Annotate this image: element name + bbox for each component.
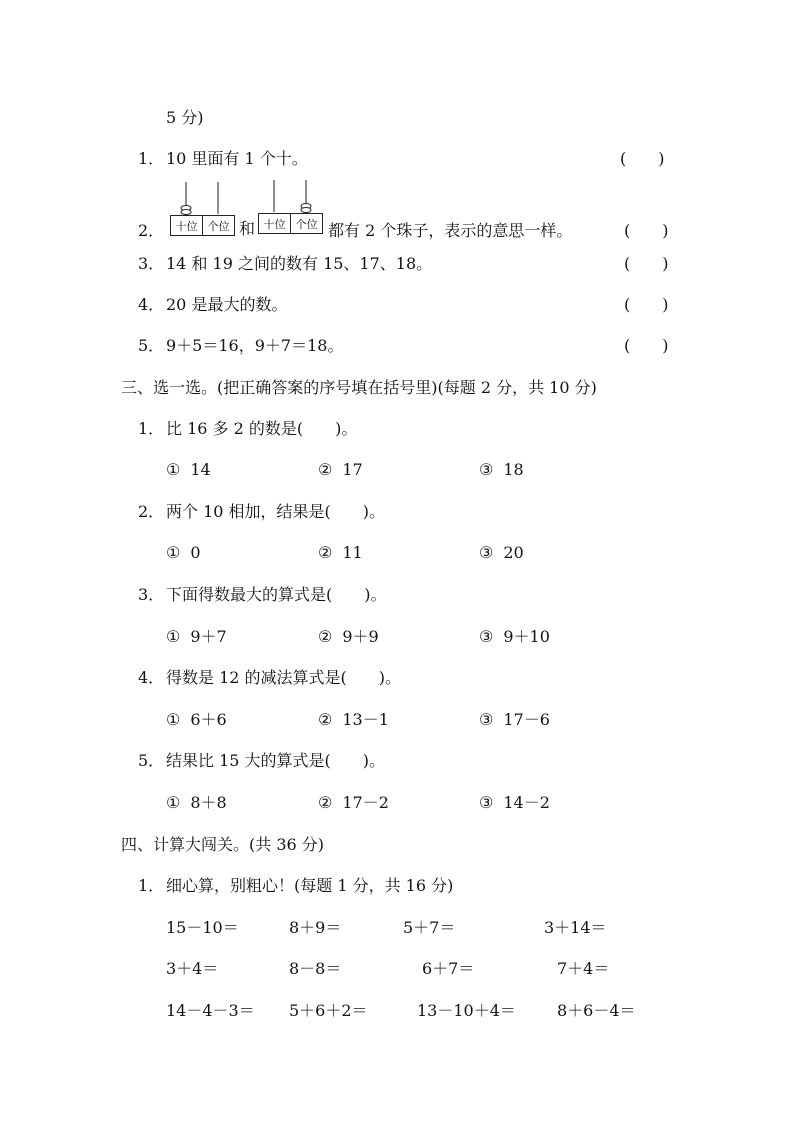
mc-q3-option-1[interactable] — [166, 626, 227, 648]
option-mark: ① — [166, 793, 181, 812]
option-value: 9＋10 — [503, 627, 550, 646]
tf-item-4-answer-paren[interactable]: ( ) — [624, 295, 669, 314]
option-mark: ③ — [479, 793, 494, 812]
calc-problem[interactable]: 3＋14＝ — [544, 918, 607, 937]
option-value: 17－2 — [342, 793, 389, 812]
tf-item-4-text: 20 是最大的数。 — [166, 295, 288, 314]
mc-q1-text: 比 16 多 2 的数是( )。 — [166, 419, 358, 438]
mc-q2-num: 2． — [138, 502, 165, 521]
option-value: 14 — [190, 460, 211, 479]
mc-q5-text: 结果比 15 大的算式是( )。 — [166, 751, 386, 770]
option-mark: ② — [318, 460, 333, 479]
option-value: 11 — [342, 543, 363, 562]
mc-q5-num: 5． — [138, 751, 165, 770]
tf-item-1-text: 10 里面有 1 个十。 — [166, 149, 308, 168]
bead — [301, 208, 311, 213]
option-mark: ② — [318, 710, 333, 729]
mc-q4-option-2[interactable] — [318, 709, 389, 731]
option-mark: ① — [166, 710, 181, 729]
tf-item-2-text: 都有 2 个珠子，表示的意思一样。 — [328, 221, 573, 240]
option-value: 20 — [503, 543, 524, 562]
option-mark: ① — [166, 627, 181, 646]
option-mark: ③ — [479, 460, 494, 479]
calc-problem[interactable]: 14－4－3＝ — [166, 1001, 255, 1020]
mc-q2-text: 两个 10 相加，结果是( )。 — [166, 502, 386, 521]
option-value: 14－2 — [503, 793, 550, 812]
option-value: 9＋7 — [190, 627, 227, 646]
mc-q1-option-2[interactable] — [318, 459, 363, 481]
option-mark: ② — [318, 627, 333, 646]
calc-problem[interactable]: 8＋9＝ — [289, 918, 342, 937]
calc-problem[interactable]: 15－10＝ — [166, 918, 239, 937]
calc-problem[interactable]: 5＋7＝ — [403, 918, 456, 937]
mc-q1-option-3[interactable] — [479, 459, 524, 481]
bead — [181, 210, 191, 215]
option-mark: ③ — [479, 710, 494, 729]
abacus-image-2 — [258, 178, 324, 236]
mc-q2-option-1[interactable] — [166, 542, 201, 564]
option-value: 13－1 — [342, 710, 389, 729]
mc-q2-option-2[interactable] — [318, 542, 363, 564]
option-mark: ③ — [479, 543, 494, 562]
abacus-1-tens-label: 十位 — [175, 220, 198, 233]
abacus-2-ones-label: 个位 — [295, 218, 318, 231]
tf-item-2-answer-paren[interactable]: ( ) — [624, 221, 669, 240]
abacus-2-tens-label: 十位 — [263, 218, 286, 231]
calc-problem[interactable]: 8＋6－4＝ — [557, 1001, 636, 1020]
mc-q2-option-3[interactable] — [479, 542, 524, 564]
option-mark: ② — [318, 793, 333, 812]
tf-item-5-text: 9＋5＝16，9＋7＝18。 — [166, 336, 344, 355]
tf-item-1-num: 1． — [138, 149, 165, 168]
abacus-1-ones-label: 个位 — [207, 220, 230, 233]
option-value: 0 — [190, 543, 201, 562]
mc-q4-option-3[interactable] — [479, 709, 550, 731]
calc-sub1-text: 细心算，别粗心！(每题 1 分，共 16 分) — [166, 876, 454, 895]
option-value: 6＋6 — [190, 710, 227, 729]
tf-item-5-num: 5． — [138, 336, 165, 355]
mc-q5-option-1[interactable] — [166, 792, 227, 814]
section-4-title: 四、计算大闯关。(共 36 分) — [121, 835, 325, 854]
option-mark: ① — [166, 543, 181, 562]
tf-item-2-num: 2． — [138, 221, 165, 240]
calc-problem[interactable]: 13－10＋4＝ — [417, 1001, 516, 1020]
mc-q1-num: 1． — [138, 419, 165, 438]
mc-q4-num: 4． — [138, 668, 165, 687]
option-value: 8＋8 — [190, 793, 227, 812]
mc-q3-option-2[interactable] — [318, 626, 379, 648]
option-mark: ③ — [479, 627, 494, 646]
tf-item-3-text: 14 和 19 之间的数有 15、17、18。 — [166, 254, 433, 273]
section-3-title: 三、选一选。(把正确答案的序号填在括号里)(每题 2 分，共 10 分) — [121, 378, 597, 397]
mc-q4-option-1[interactable] — [166, 709, 227, 731]
mc-q3-option-3[interactable] — [479, 626, 550, 648]
option-mark: ① — [166, 460, 181, 479]
option-value: 17 — [342, 460, 363, 479]
calc-problem[interactable]: 3＋4＝ — [166, 959, 219, 978]
tf-item-2-mid: 和 — [239, 219, 256, 238]
option-value: 18 — [503, 460, 524, 479]
tf-item-1-answer-paren[interactable]: ( ) — [620, 149, 665, 168]
calc-problem[interactable]: 7＋4＝ — [557, 959, 610, 978]
mc-q4-text: 得数是 12 的减法算式是( )。 — [166, 668, 402, 687]
calc-problem[interactable]: 8－8＝ — [289, 959, 342, 978]
mc-q5-option-2[interactable] — [318, 792, 389, 814]
option-value: 9＋9 — [342, 627, 379, 646]
option-mark: ② — [318, 543, 333, 562]
calc-problem[interactable]: 5＋6＋2＝ — [289, 1001, 368, 1020]
abacus-image-1 — [170, 180, 236, 238]
mc-q1-option-1[interactable] — [166, 459, 211, 481]
mc-q5-option-3[interactable] — [479, 792, 550, 814]
calc-problem[interactable]: 6＋7＝ — [422, 959, 475, 978]
mc-q3-text: 下面得数最大的算式是( )。 — [166, 585, 387, 604]
tf-item-3-answer-paren[interactable]: ( ) — [624, 254, 669, 273]
option-value: 17－6 — [503, 710, 550, 729]
tf-item-3-num: 3． — [138, 254, 165, 273]
continuation-text: 5 分) — [166, 108, 204, 127]
calc-sub1-num: 1． — [138, 876, 165, 895]
tf-item-4-num: 4． — [138, 295, 165, 314]
tf-item-5-answer-paren[interactable]: ( ) — [624, 336, 669, 355]
mc-q3-num: 3． — [138, 585, 165, 604]
